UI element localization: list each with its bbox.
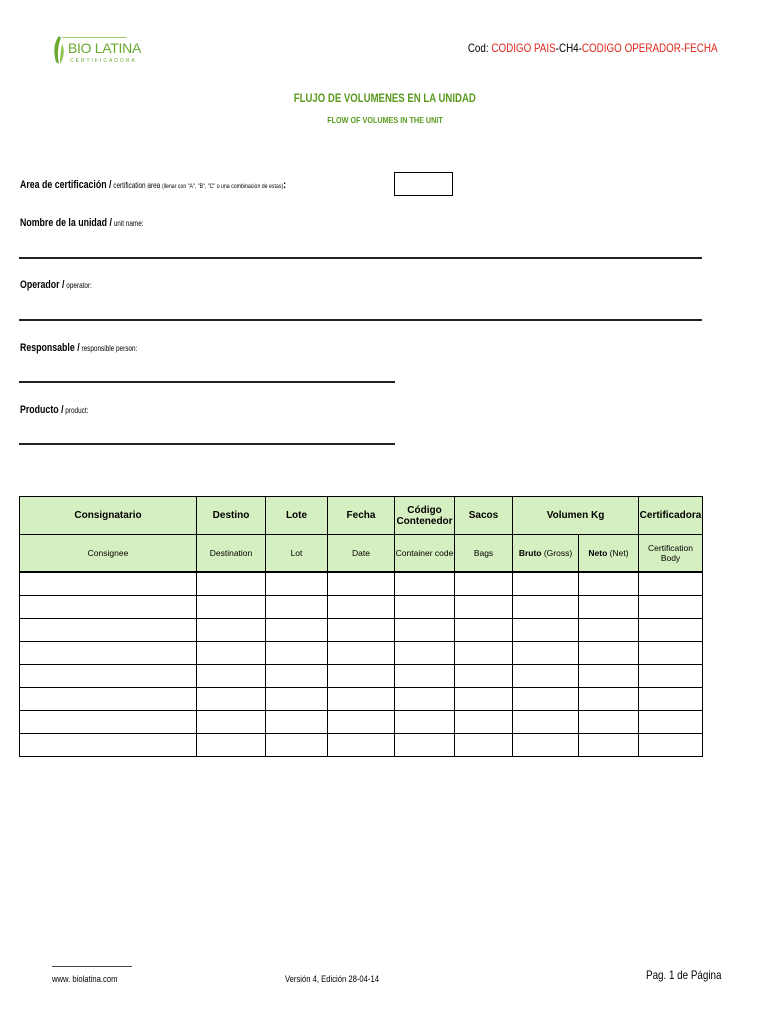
table-cell[interactable] (513, 711, 579, 734)
table-cell[interactable] (266, 688, 328, 711)
col-consignee-header: Consignatario (20, 497, 197, 535)
table-row (20, 734, 703, 757)
table-cell[interactable] (266, 572, 328, 596)
table-cell[interactable] (20, 688, 197, 711)
product-line[interactable] (19, 443, 395, 445)
col-destination-header: Destino (197, 497, 266, 535)
footer-rule (52, 966, 132, 967)
responsible-label: Responsable / responsible person: (20, 342, 138, 354)
table-cell[interactable] (455, 665, 513, 688)
col-volume-header: Volumen Kg (513, 497, 639, 535)
table-cell[interactable] (579, 688, 639, 711)
area-label: Area de certificación / certification area (llenar con "A", "B", "C" o una combinacion de estas): (20, 179, 287, 191)
col-container-header: Código Contenedor (395, 497, 455, 535)
unit-name-label: Nombre de la unidad / unit name: (20, 217, 144, 229)
table-cell[interactable] (579, 642, 639, 665)
table-cell[interactable] (395, 642, 455, 665)
table-cell[interactable] (197, 734, 266, 757)
table-header-row-en (20, 535, 703, 573)
operator-line[interactable] (19, 319, 702, 321)
table-cell[interactable] (20, 665, 197, 688)
table-cell[interactable] (395, 572, 455, 596)
table-cell[interactable] (455, 734, 513, 757)
table-cell[interactable] (197, 596, 266, 619)
table-cell[interactable] (513, 619, 579, 642)
document-code: Cod: CODIGO PAIS-CH4-CODIGO OPERADOR-FECHA (468, 41, 718, 55)
col-lot-header: Lote (266, 497, 328, 535)
table-cell[interactable] (328, 619, 395, 642)
logo-subtext: CERTIFICADORA (70, 58, 137, 64)
table-cell[interactable] (395, 711, 455, 734)
table-cell[interactable] (639, 572, 703, 596)
table-cell[interactable] (197, 665, 266, 688)
table-cell[interactable] (455, 688, 513, 711)
table-cell[interactable] (197, 572, 266, 596)
col-consignee-sub: Consignee (20, 535, 197, 573)
table-cell[interactable] (266, 734, 328, 757)
bio-latina-logo (52, 34, 141, 70)
table-cell[interactable] (639, 596, 703, 619)
table-cell[interactable] (266, 665, 328, 688)
table-row (20, 596, 703, 619)
page-title: FLUJO DE VOLUMENES EN LA UNIDAD (293, 91, 477, 105)
table-cell[interactable] (328, 688, 395, 711)
table-cell[interactable] (266, 596, 328, 619)
table-cell[interactable] (266, 642, 328, 665)
table-cell[interactable] (328, 665, 395, 688)
table-row (20, 688, 703, 711)
table-row (20, 642, 703, 665)
col-bags-sub: Bags (455, 535, 513, 573)
table-cell[interactable] (579, 572, 639, 596)
table-row (20, 572, 703, 596)
table-cell[interactable] (328, 711, 395, 734)
footer-version: Versión 4, Edición 28-04-14 (285, 974, 379, 984)
col-lot-sub: Lot (266, 535, 328, 573)
table-cell[interactable] (395, 665, 455, 688)
table-cell[interactable] (395, 596, 455, 619)
table-cell[interactable] (20, 734, 197, 757)
col-container-sub: Container code (395, 535, 455, 573)
product-label: Producto / product: (20, 404, 89, 416)
table-cell[interactable] (20, 572, 197, 596)
table-cell[interactable] (455, 619, 513, 642)
table-cell[interactable] (455, 711, 513, 734)
table-cell[interactable] (197, 688, 266, 711)
operator-label: Operador / operator: (20, 279, 92, 291)
table-cell[interactable] (579, 596, 639, 619)
col-bags-header: Sacos (455, 497, 513, 535)
col-date-sub: Date (328, 535, 395, 573)
logo-rule (62, 37, 126, 38)
col-gross-sub: Bruto (Gross) (513, 535, 579, 573)
table-cell[interactable] (266, 619, 328, 642)
logo-text: BIO LATINA (68, 40, 141, 56)
col-cert-header: Certificadora (639, 497, 703, 535)
table-cell[interactable] (197, 619, 266, 642)
table-cell[interactable] (455, 572, 513, 596)
area-input-box[interactable] (394, 172, 453, 196)
table-cell[interactable] (395, 688, 455, 711)
col-destination-sub: Destination (197, 535, 266, 573)
table-row (20, 619, 703, 642)
table-cell[interactable] (197, 642, 266, 665)
volume-flow-table (19, 496, 703, 757)
table-cell[interactable] (20, 711, 197, 734)
footer-page-number: Pag. 1 de Página (646, 968, 722, 982)
table-cell[interactable] (513, 642, 579, 665)
table-cell[interactable] (513, 572, 579, 596)
page-subtitle: FLOW OF VOLUMES IN THE UNIT (327, 115, 443, 125)
table-cell[interactable] (20, 596, 197, 619)
table-cell[interactable] (328, 596, 395, 619)
table-cell[interactable] (328, 572, 395, 596)
table-cell[interactable] (455, 642, 513, 665)
table-cell[interactable] (579, 619, 639, 642)
table-cell[interactable] (579, 665, 639, 688)
table-cell[interactable] (579, 711, 639, 734)
footer-website[interactable]: www. biolatina.com (52, 974, 118, 984)
table-cell[interactable] (395, 619, 455, 642)
table-row (20, 665, 703, 688)
table-cell[interactable] (328, 734, 395, 757)
table-cell[interactable] (20, 642, 197, 665)
table-cell[interactable] (639, 711, 703, 734)
table-cell[interactable] (639, 688, 703, 711)
table-cell[interactable] (513, 596, 579, 619)
table-cell[interactable] (513, 734, 579, 757)
table-cell[interactable] (513, 688, 579, 711)
table-cell[interactable] (639, 665, 703, 688)
table-cell[interactable] (197, 711, 266, 734)
table-cell[interactable] (579, 734, 639, 757)
responsible-line[interactable] (19, 381, 395, 383)
table-cell[interactable] (328, 642, 395, 665)
table-row (20, 711, 703, 734)
table-cell[interactable] (639, 734, 703, 757)
col-date-header: Fecha (328, 497, 395, 535)
leaf-logo-icon (52, 34, 66, 66)
unit-name-line[interactable] (19, 257, 702, 259)
table-cell[interactable] (395, 734, 455, 757)
table-cell[interactable] (266, 711, 328, 734)
col-net-sub: Neto (Net) (579, 535, 639, 573)
table-cell[interactable] (639, 619, 703, 642)
col-cert-sub: Certification Body (639, 535, 703, 573)
table-cell[interactable] (639, 642, 703, 665)
table-header-row-es (20, 497, 703, 535)
table-cell[interactable] (20, 619, 197, 642)
table-cell[interactable] (513, 665, 579, 688)
table-cell[interactable] (455, 596, 513, 619)
